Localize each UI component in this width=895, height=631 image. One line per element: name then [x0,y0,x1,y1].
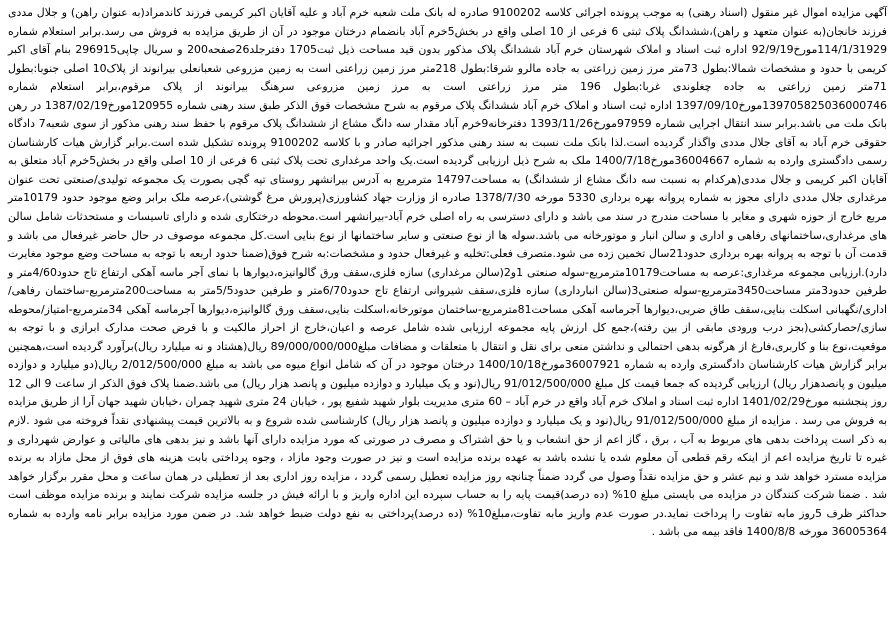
auction-notice-text: آگهی مزایده اموال غیر منقول (اسناد رهنی) به موجب پرونده اجرائی کلاسه 9100202 صادره له بانک ملت شعبه خرم آباد و علیه آقایان اکبر کریمی فرزند کاندمراد(به عنوان راهن) و جلال مددی فرزند خانجان(به عنوان متعهد و راهن)،ششدانگ پلاک ثبتی 6 فرعی از 10 اصلی واقع در بخش5خرم آباد بانضمام درختان موجود در آن از طریق مزایده به فروش می رسد.برابر استعلام شماره 114/1/31929مورخ92/9/19 اداره ثبت اسناد و املاک شهرستان خرم آباد ششدانگ پلاک مذکور بدون قید مساحت ذیل ثبت1705 دفترجلد26صفحه200 و سریال چاپی296915 بنام آقای اکبر کریمی با حدود و مشخصات شمالا:بطول 73متر مرز زمین زراعتی به جاده مالرو شرقا:بطول 218متر مرز زمین زراعتی است به زمین مزروعی شعبانعلی بیرانوند از پلاک10 اصلی جنوبا:بطول 71متر زمین زراعتی به جاده چغلوندی غربا:بطول 196 متر مرز زراعتی است به مرز زمین مزروعی سرهنگ بیرانوند از پلاک مرقوم،برابر استعلام شماره 139705825036000746مورخ1397/09/10 اداره ثبت اسناد و املاک خرم آباد ششدانگ پلاک مرقوم به شرح مشخصات فوق الذکر طبق سند رهنی شماره 120955مورخ1387/02/19 در رهن بانک ملت می باشد.برابر سند انتقال اجرایی شماره 97959مورخ1393/11/26 دفترخانه9خرم آباد مقدار سه دانگ مشاع از ششدانگ پلاک مرقوم با حفظ سند رهنی مذکور از سوی شعبه7 دادگاه حقوقی خرم آباد به آقای جلال مددی واگذار گردیده است.لذا بانک ملت نسبت به سند رهنی مذکور اجرائیه صادر و با کلاسه 9100202 پرونده تشکیل شده است.برابر گزارش هیات کارشناسان رسمی دادگستری وارده به شماره 36004667مورخ1400/7/18 ملک به شرح ذیل ارزیابی گردیده است.یک واحد مرغداری تحت پلاک ثبتی 6 فرعی از 10 اصلی واقع در بخش5خرم آباد متعلق به آقایان اکبر کریمی و جلال مددی(هرکدام به نسبت سه دانگ مشاع از ششدانگ) به مساحت14797 مترمربع به آدرس بیرانشهر روستای تپه گچی بصورت یک مجموعه تولیدی/صنعتی تحت عنوان مرغداری جلال مددی دارای مجوز به شماره پروانه بهره برداری 5330 مورخه 1378/7/30 صادره از وزارت جهاد کشاورزی(پرورش مرغ گوشتی)،عرصه ملک برابر وضع موجود حدود 10179متر مربع خارج از حوزه شهری و مغایر با مساحت مندرج در سند می باشد و دارای دسترسی به راه اصلی خرم آباد-بیرانشهر است.محوطه درختکاری شده و دارای تاسیسات و مستحدثات شامل سالن های مرغداری،ساختمانهای رفاهی و اداری و سالن انبار و موتورخانه می باشد.سوله ها از نوع صنعتی و سایر ساختمانها از نوع بنایی است.کل مجموعه موصوف در حال حاضر غیرفعال می باشد و قدمت آن با توجه به پروانه بهره برداری حدود21سال تخمین زده می شود.متصرف فعلی:تخلیه و غیرفعال حدود و مشخصات:به شرح فوق(ضمنا حدود اربعه با توجه به مساحت وضع موجود مغایرت دارد).ارزیابی مجموعه مرغداری:عرصه به مساحت10179مترمربع-سوله صنعتی 1و2(سالن مرغداری) سازه فلزی،سقف ورق گالوانیزه،دیوارها با نمای آجر ماسه آهکی ارتفاع تاج حدود4/60متر و طرفین حدود3متر مساحت3450مترمربع-سوله صنعتی3(سالن انبارداری) سازه فلزی،سقف شیروانی ارتفاع تاج حدود6/70متر و طرفین حدود5/5متر به مساحت200مترمربع-ساختمان رفاهی/اداری/نگهبانی اسکلت بنایی،سقف طاق ضربی،دیوارها آجرماسه آهکی مساحت81مترمربع-ساختمان موتورخانه،اسکلت بنایی،سقف ورق گالوانیزه،دیوارها آجرماسه آهکی 34مترمربع-امتیاز/محوطه سازی/حصارکشی(بجز درب ورودی مابقی از بین رفته)،جمع کل ارزش پایه مجموعه ارزیابی شده شامل عرصه و اعیان،خارج از احراز مالکیت و با فرض صحت مدارک ابرازی و با توجه به موقعیت،نوع بنا و کاربری،فارغ از هرگونه بدهی احتمالی و نداشتن منعی برای نقل و انتقال با متعلقات و مضافات مبلغ89/000/000/000 ریال(هشتاد و نه میلیارد ریال)برآورد گردیده است،همچنین برابر گزارش هیات کارشناسان دادگستری وارده به شماره 36007921مورخ1400/10/18 درختان موجود در آن که شامل انواع میوه می باشد به مبلغ 2/012/500/000 ریال(دو میلیارد و دوازده میلیون و پانصدهزار ریال) ارزیابی گردیده که جمعا قیمت کل مبلغ 91/012/500/000 ریال(نود و یک میلیارد و دوازده میلیون و پانصد هزار ریال) می باشد.ضمنا پلاک فوق الذکر از ساعت 9 الی 12 روز پنجشنبه مورخ1401/02/29 اداره ثبت اسناد و املاک خرم آباد واقع در خرم آباد – 60 متری مدیریت بلوار شهید شفیع پور ، خیابان 24 متری شهید چمران ،خیابان شهید جهان آرا از طریق مزایده به فروش می رسد . مزایده از مبلغ 91/012/500/000 ریال(نود و یک میلیارد و دوازده میلیون و پانصد هزار ریال) کارشناسی شده شروع و به بالاترین قیمت پیشنهادی نقداً فروخته می شود .لازم به ذکر است پرداخت بدهی های مربوط به آب ، برق ، گاز اعم از حق انشعاب و یا حق اشتراک و مصرف در صورتی که مورد مزایده دارای آنها باشد و نیز بدهی های مالیاتی و عوارض شهرداری و غیره تا تاریخ مزایده اعم از اینکه رقم قطعی آن معلوم شده یا نشده باشد به عهده برنده مزایده است و نیز در صورت وجود مازاد ، وجوه پرداختی بابت هزینه های فوق از محل مازاد به برنده مزایده مسترد خواهد شد و نیم عشر و حق مزایده نقداً وصول می گردد ضمناً چنانچه روز مزایده تعطیل رسمی گردد ، مزایده روز اداری بعد از تعطیلی در همان ساعت و محل مقرر برگزار خواهد شد . ضمنا شرکت کنندگان در مزایده می بایستی مبلغ 10% (ده درصد)قیمت پایه را به حساب سپرده این اداره واریز و با ارائه فیش در جلسه مزایده شرکت نمایند و برنده مزایده موظف است حداکثر ظرف 5روز مابه تفاوت را پرداخت نماید.در صورت عدم واریز مابه تفاوت،مبلغ10% (ده درصد)پرداختی به نفع دولت ضبط خواهد شد. در ضمن مورد مزایده برابر نامه وارده به شماره 36005364 مورخه 1400/8/8 فاقد بیمه می باشد . [8,6,888,539]
